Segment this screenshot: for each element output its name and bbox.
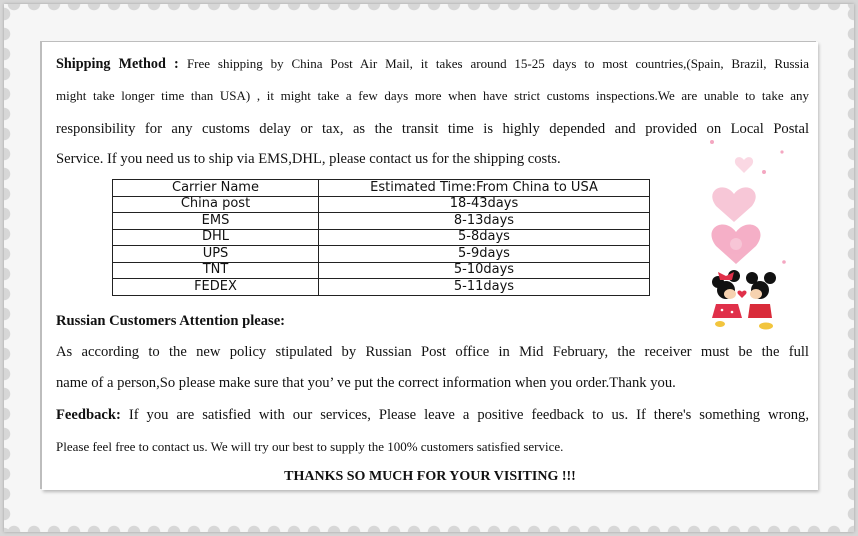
table-row: [113, 262, 650, 279]
carrier-name: EMS: [113, 213, 319, 230]
carrier-time: 5-9days: [319, 246, 650, 263]
feedback-heading: Feedback:: [56, 407, 121, 423]
table-row: [113, 229, 650, 246]
carrier-name: UPS: [113, 246, 319, 263]
russian-heading: Russian Customers Attention please:: [56, 313, 286, 329]
carrier-time: 8-13days: [319, 213, 650, 230]
thanks-message: THANKS SO MUCH FOR YOUR VISITING !!!: [284, 469, 576, 484]
feedback-line-1: Feedback: If you are satisfied with our services, Please leave a positive feedback to us. If there's something wrong,: [56, 407, 809, 423]
table-row: [113, 196, 650, 213]
notice-card: [42, 42, 818, 490]
column-header: Carrier Name: [113, 180, 319, 197]
carrier-name: TNT: [113, 262, 319, 279]
carrier-time: 5-11days: [319, 279, 650, 296]
shipping-line-4: Service. If you need us to ship via EMS,DHL, please contact us for the shipping costs.: [56, 151, 561, 167]
shipping-heading: Shipping Method :: [56, 56, 179, 72]
shipping-line-2: might take longer time than USA) , it might take a few days more when have strict customs inspections.We are unable to take any: [56, 88, 809, 103]
shipping-line-3: responsibility for any customs delay or tax, as the transit time is highly depended and provided on Local Postal: [56, 121, 809, 137]
russian-line-2: name of a person,So please make sure that you’ ve put the correct information when you order.Thank you.: [56, 375, 676, 391]
table-row: [113, 279, 650, 296]
carrier-name: China post: [113, 196, 319, 213]
hearts-mice-couple-icon: [704, 132, 814, 332]
carrier-time: 5-10days: [319, 262, 650, 279]
table-row: [113, 246, 650, 263]
shipping-line-1: Shipping Method : Free shipping by China Post Air Mail, it takes around 15-25 days to most countries,(Spain, Brazil, Russia: [56, 56, 809, 72]
carrier-table: [112, 179, 650, 296]
table-row: [113, 213, 650, 230]
carrier-time: 5-8days: [319, 229, 650, 246]
russian-line-1: As according to the new policy stipulated by Russian Post office in Mid February, the receiver must be the full: [56, 344, 809, 360]
carrier-name: DHL: [113, 229, 319, 246]
column-header: Estimated Time:From China to USA: [319, 180, 650, 197]
carrier-time: 18-43days: [319, 196, 650, 213]
table-header-row: [113, 180, 650, 197]
feedback-line-2: Please feel free to contact us. We will try our best to supply the 100% customers satisfied service.: [56, 439, 564, 454]
carrier-name: FEDEX: [113, 279, 319, 296]
